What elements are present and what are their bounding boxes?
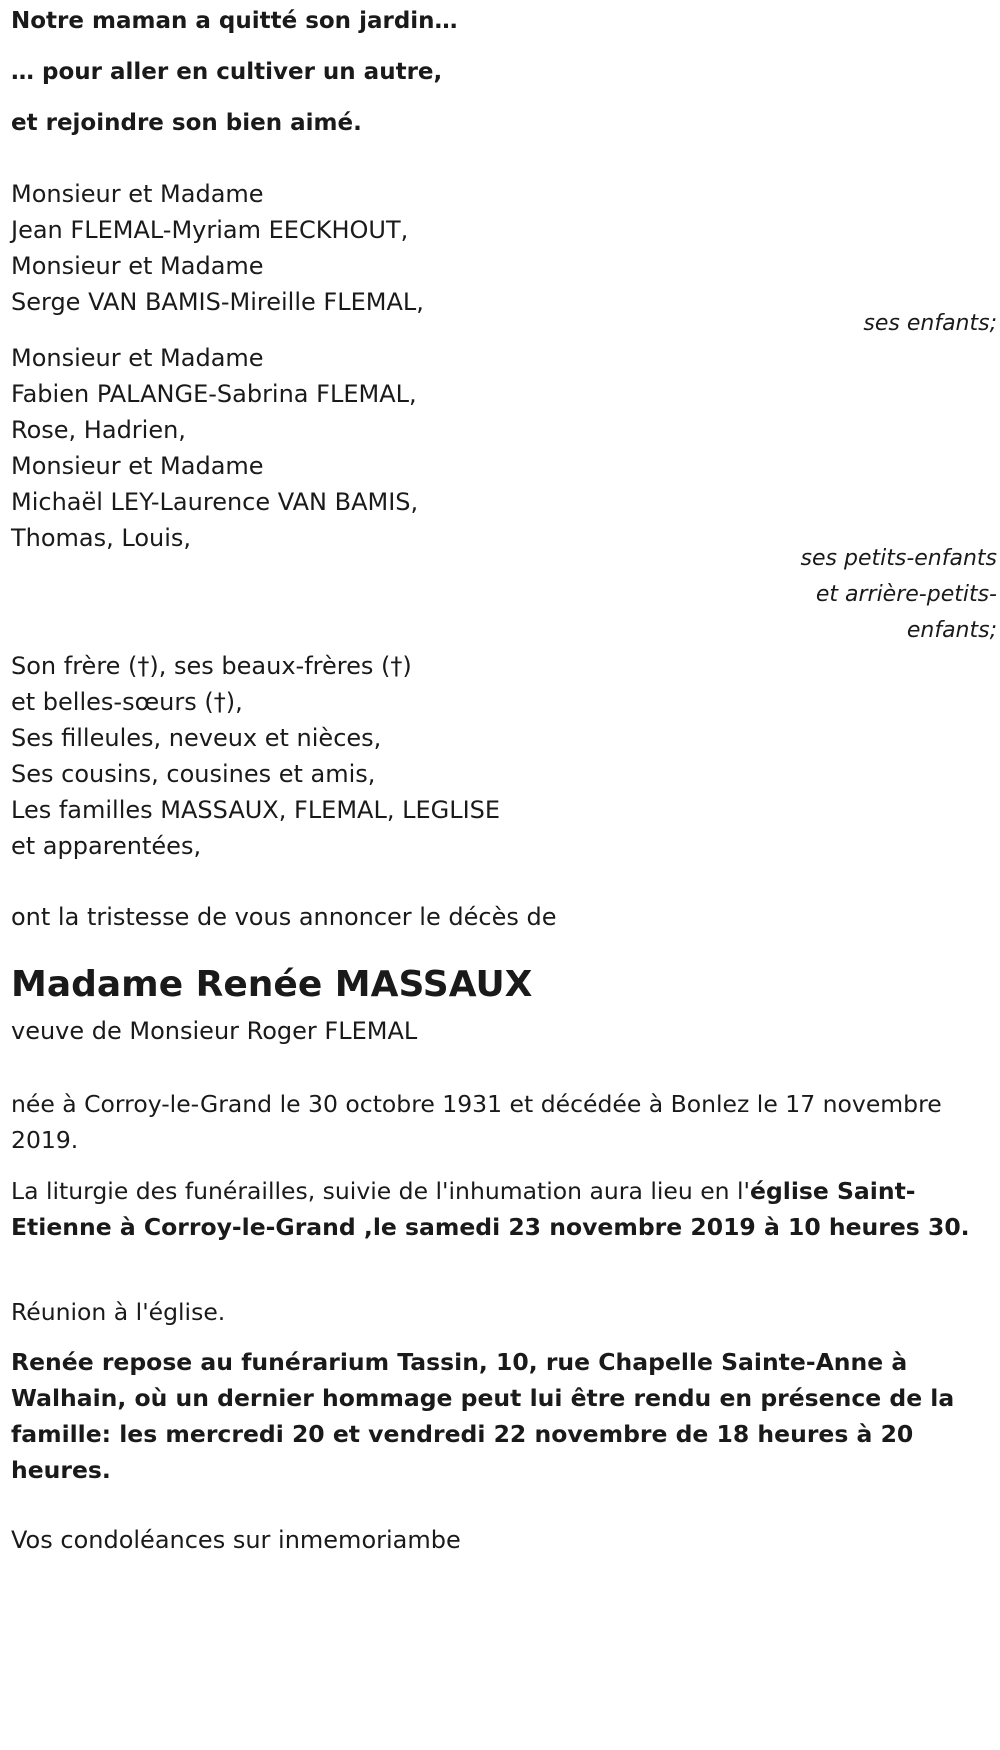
grandchildren-line-5: Michaël LEY-Laurence VAN BAMIS, — [11, 488, 419, 516]
condolences-text: Vos condoléances sur inmemoriambe — [11, 1526, 461, 1554]
family-line-6: et apparentées, — [11, 832, 202, 860]
epigraph-line-2: … pour aller en cultiver un autre, — [11, 59, 443, 85]
funerarium-paragraph: Renée repose au funérarium Tassin, 10, rue Chapelle Sainte-Anne à Walhain, où un dernier hommage peut lui être rendu en présence de la famille: les mercredi 20 et vendredi 22 novembre de 18 heures à 20 heures. — [11, 1348, 955, 1484]
family-line-3: Ses filleules, neveux et nièces, — [11, 724, 382, 752]
family-line-2: et belles-sœurs (†), — [11, 688, 243, 716]
funeral-intro: La liturgie des funérailles, suivie de l'inhumation aura lieu en l' — [11, 1177, 751, 1205]
family-line-1: Son frère (†), ses beaux-frères (†) — [11, 652, 412, 680]
children-line-3: Monsieur et Madame — [11, 252, 264, 280]
grandchildren-line-3: Rose, Hadrien, — [11, 416, 186, 444]
meeting-text: Réunion à l'église. — [11, 1298, 226, 1326]
children-relation: ses enfants; — [863, 311, 997, 336]
deceased-name: Madame Renée MASSAUX — [11, 964, 533, 1005]
grandchildren-line-6: Thomas, Louis, — [11, 524, 192, 552]
children-line-4: Serge VAN BAMIS-Mireille FLEMAL, — [11, 288, 424, 316]
children-line-1: Monsieur et Madame — [11, 180, 264, 208]
children-line-2: Jean FLEMAL-Myriam EECKHOUT, — [11, 216, 409, 244]
family-line-4: Ses cousins, cousines et amis, — [11, 760, 376, 788]
family-line-5: Les familles MASSAUX, FLEMAL, LEGLISE — [11, 796, 501, 824]
grandchildren-line-4: Monsieur et Madame — [11, 452, 264, 480]
widow-of-line: veuve de Monsieur Roger FLEMAL — [11, 1017, 418, 1045]
grandchildren-relation-3: enfants; — [906, 618, 997, 643]
funeral-details: église Saint-Etienne à Corroy-le-Grand ,le samedi 23 novembre 2019 à 10 heures 30. — [11, 1177, 970, 1241]
epigraph-line-3: et rejoindre son bien aimé. — [11, 110, 362, 136]
epigraph-line-1: Notre maman a quitté son jardin… — [11, 8, 458, 34]
grandchildren-relation-1: ses petits-enfants — [800, 546, 997, 571]
birth-death-paragraph: née à Corroy-le-Grand le 30 octobre 1931 et décédée à Bonlez le 17 novembre 2019. — [11, 1090, 942, 1154]
grandchildren-line-1: Monsieur et Madame — [11, 344, 264, 372]
grandchildren-relation-2: et arrière-petits- — [815, 582, 997, 607]
funeral-paragraph — [11, 1173, 986, 1245]
announcement-text: ont la tristesse de vous annoncer le décès de — [11, 903, 557, 931]
grandchildren-line-2: Fabien PALANGE-Sabrina FLEMAL, — [11, 380, 417, 408]
